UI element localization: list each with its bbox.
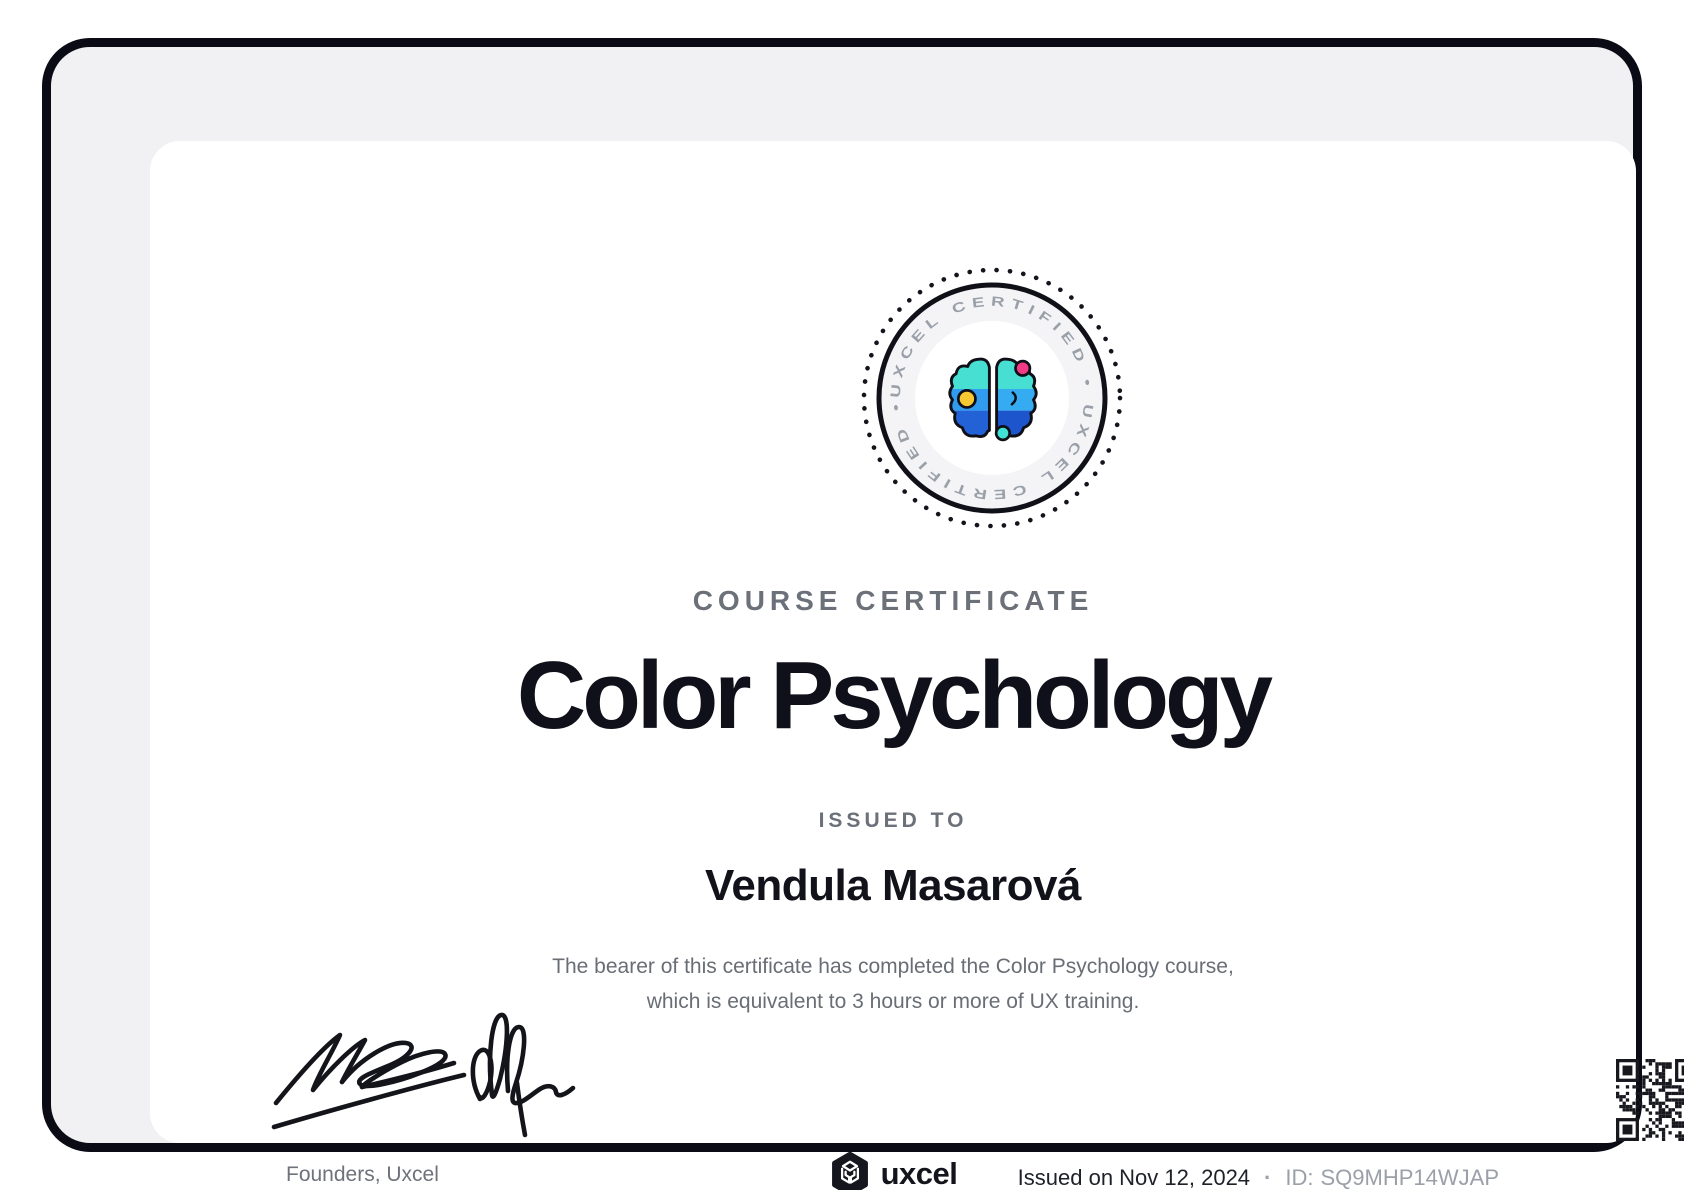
issued-to-label: ISSUED TO xyxy=(818,809,968,832)
issued-date: Issued on Nov 12, 2024 xyxy=(1017,1165,1251,1190)
certificate-card xyxy=(150,141,1636,1190)
uxcel-logo-icon xyxy=(829,1151,871,1190)
founders-signatures xyxy=(268,983,588,1148)
separator-dot: · xyxy=(1264,1165,1272,1190)
description-line-1: The bearer of this certificate has completed the Color Psychology course, xyxy=(552,955,1234,978)
seal-center xyxy=(915,321,1069,475)
qr-code-icon xyxy=(1616,1059,1684,1141)
certificate-id xyxy=(1285,1165,1499,1190)
id-label: ID: xyxy=(1285,1165,1314,1190)
certified-seal-icon xyxy=(847,253,1137,543)
description-line-2: which is equivalent to 3 hours or more of UX training. xyxy=(646,990,1140,1013)
signature-icon xyxy=(268,983,588,1148)
issue-info xyxy=(1018,1165,1499,1190)
qr-code xyxy=(1616,1059,1684,1141)
certificate-frame xyxy=(42,38,1642,1190)
course-title: Color Psychology xyxy=(516,642,1270,749)
founders-caption: Founders, Uxcel xyxy=(286,1163,439,1186)
course-certificate-label: COURSE CERTIFICATE xyxy=(692,585,1094,616)
uxcel-certified-badge xyxy=(847,253,1137,543)
id-value: SQ9MHP14WJAP xyxy=(1320,1165,1499,1190)
recipient-name: Vendula Masarová xyxy=(705,861,1081,910)
uxcel-wordmark: uxcel xyxy=(880,1156,958,1190)
ring-text: UXCEL CERTIFIED • UXCEL CERTIFIED • xyxy=(887,293,1097,503)
